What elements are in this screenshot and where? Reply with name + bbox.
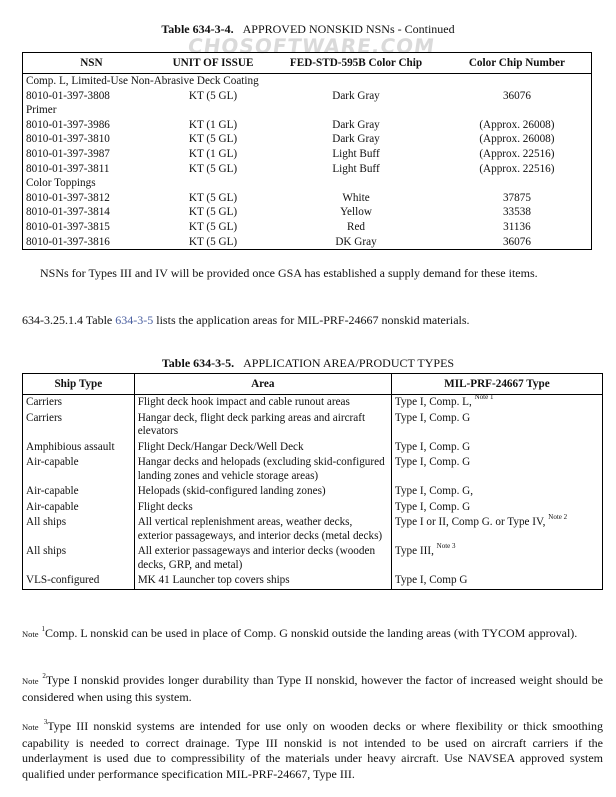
table1-group-row xyxy=(23,74,592,89)
unit-cell: KT (5 GL) xyxy=(188,206,238,219)
nsn-cell: 8010-01-397-3811 xyxy=(26,162,110,175)
table2-header-area: Area xyxy=(134,374,391,395)
unit-cell: KT (5 GL) xyxy=(188,220,238,233)
paragraph-suffix: lists the application areas for MIL-PRF-24667 nonskid materials. xyxy=(153,313,470,327)
area-cell: Flight Deck/Hangar Deck/Well Deck xyxy=(134,440,391,456)
footnote-1-number: 1 xyxy=(41,625,46,633)
nsn-cell: 8010-01-397-3815 xyxy=(26,220,110,233)
table1-group-row xyxy=(23,103,592,118)
nsn-cell: 8010-01-397-3810 xyxy=(26,133,110,146)
table-row xyxy=(23,205,592,220)
chip-number-cell: 33538 xyxy=(502,206,531,219)
area-cell: All exterior passageways and interior decks (wooden decks, GRP, and metal) xyxy=(134,544,391,573)
product-type-text: Type I, Comp. G xyxy=(394,411,471,424)
product-type-cell xyxy=(391,573,602,589)
unit-cell: KT (5 GL) xyxy=(188,133,238,146)
table2-number: Table 634-3-5. xyxy=(161,356,235,370)
color-chip-cell: Yellow xyxy=(340,206,372,219)
table-reference-link[interactable]: 634-3-5 xyxy=(115,313,154,327)
product-type-cell xyxy=(391,515,602,544)
color-chip-cell: Dark Gray xyxy=(332,89,380,102)
footnote-1-text: Comp. L nonskid can be used in place of Comp. G nonskid outside the landing areas (with TYCOM approval). xyxy=(45,626,578,640)
table1-body xyxy=(23,74,592,250)
table-row xyxy=(23,395,603,411)
table-row xyxy=(23,89,592,104)
footnote-3 xyxy=(22,719,603,782)
ship-type-cell: Air-capable xyxy=(26,500,79,513)
product-type-cell xyxy=(391,455,602,484)
area-cell: Flight decks xyxy=(134,500,391,516)
footnote-3-number: 3 xyxy=(43,718,48,726)
product-type-cell xyxy=(391,544,602,573)
chip-number-cell: 36076 xyxy=(502,235,531,248)
table-row xyxy=(23,544,603,573)
note-reference: Note 3 xyxy=(436,542,456,551)
table1-group-label: Comp. L, Limited-Use Non-Abrasive Deck Coating xyxy=(26,75,259,87)
table2-title: APPLICATION AREA/PRODUCT TYPES xyxy=(243,356,455,370)
product-type-cell xyxy=(391,484,602,500)
ship-type-cell: All ships xyxy=(26,516,67,528)
chip-number-cell: (Approx. 22516) xyxy=(479,162,555,175)
unit-cell: KT (5 GL) xyxy=(188,235,238,248)
table1-group-label: Color Toppings xyxy=(26,177,96,190)
table-row xyxy=(23,455,603,484)
product-type-text: Type I, Comp. G, xyxy=(394,485,474,497)
table-row xyxy=(23,132,592,147)
watermark: CHOSOFTWARE.COM xyxy=(186,34,437,58)
product-type-cell xyxy=(391,440,602,456)
ship-type-cell: Air-capable xyxy=(26,456,79,468)
product-type-text: Type I, Comp. G xyxy=(394,440,471,453)
table2-header-type: MIL-PRF-24667 Type xyxy=(391,374,602,395)
footnote-1-tag: Note xyxy=(22,629,39,639)
area-cell: Helopads (skid-configured landing zones) xyxy=(134,484,391,500)
table-row xyxy=(23,411,603,440)
color-chip-cell: Dark Gray xyxy=(332,133,380,146)
table-row xyxy=(23,515,603,544)
nsn-cell: 8010-01-397-3814 xyxy=(26,206,110,219)
table-row xyxy=(23,440,603,456)
product-type-cell xyxy=(391,500,602,516)
footnote-2 xyxy=(22,673,603,705)
product-type-cell xyxy=(391,411,602,440)
color-chip-cell: Light Buff xyxy=(332,147,380,160)
approved-nonskid-nsns-table xyxy=(22,52,592,250)
color-chip-cell: Red xyxy=(347,220,366,233)
note-reference: Note 1 xyxy=(474,393,494,402)
table-row xyxy=(23,147,592,162)
chip-number-cell: (Approx. 26008) xyxy=(479,133,555,146)
color-chip-cell: White xyxy=(342,191,370,204)
note-reference: Note 2 xyxy=(548,513,568,522)
product-type-text: Type I, Comp G xyxy=(394,574,468,586)
table-row xyxy=(23,484,603,500)
nsn-availability-note: NSNs for Types III and IV will be provided once GSA has established a supply demand for these items. xyxy=(40,266,538,280)
table1-header-color-chip: FED-STD-595B Color Chip xyxy=(269,53,443,74)
table-row xyxy=(23,191,592,206)
footnote-1 xyxy=(22,626,603,643)
product-type-text: Type I or II, Comp G. or Type IV, xyxy=(394,516,546,528)
area-cell: MK 41 Launcher top covers ships xyxy=(134,573,391,589)
ship-type-cell: VLS-configured xyxy=(26,574,100,586)
chip-number-cell: 36076 xyxy=(502,89,531,102)
table-row xyxy=(23,235,592,250)
unit-cell: KT (1 GL) xyxy=(188,147,238,160)
unit-cell: KT (5 GL) xyxy=(188,162,238,175)
chip-number-cell: (Approx. 26008) xyxy=(479,118,555,131)
table2-header-row xyxy=(23,374,603,395)
table2-body xyxy=(23,395,603,590)
footnote-2-text: Type I nonskid provides longer durability than Type II nonskid, however the factor of increased weight should be considered when using this system. xyxy=(22,673,603,704)
ship-type-cell: Amphibious assault xyxy=(26,440,115,453)
nsn-cell: 8010-01-397-3812 xyxy=(26,191,110,204)
application-area-table xyxy=(22,373,603,590)
nsn-cell: 8010-01-397-3987 xyxy=(26,147,110,160)
product-type-text: Type III, xyxy=(394,545,434,557)
area-cell: Hangar decks and helopads (excluding skid-configured landing zones and vehicle storage areas) xyxy=(134,455,391,484)
ship-type-cell: Carriers xyxy=(26,396,63,408)
table-row xyxy=(23,500,603,516)
chip-number-cell: (Approx. 22516) xyxy=(479,147,555,160)
unit-cell: KT (1 GL) xyxy=(188,118,238,131)
table1-header-unit: UNIT OF ISSUE xyxy=(157,53,269,74)
chip-number-cell: 31136 xyxy=(503,220,531,233)
paragraph-prefix: 634-3.25.1.4 Table xyxy=(22,313,116,327)
table1-group-label: Primer xyxy=(26,104,57,117)
table1-header-chip-number: Color Chip Number xyxy=(443,53,592,74)
footnote-3-text: Type III nonskid systems are intended for use only on wooden decks or where flexibility or thick smoothing capability is needed to correct drainage. Type III nonskid is not intended to be used on aircraft carriers if the underlayment is used due to compressibility of the materials under heavy aircraft. Use NAVSEA approved system qualified under performance specification MIL-PRF-24667, Type III. xyxy=(22,719,604,781)
table-row xyxy=(23,118,592,133)
product-type-text: Type I, Comp. G xyxy=(394,500,471,513)
table2-header-ship-type: Ship Type xyxy=(23,374,135,395)
table1-number: Table 634-3-4. xyxy=(161,22,234,36)
table1-header-row xyxy=(23,53,592,74)
ship-type-cell: Carriers xyxy=(26,411,63,424)
footnote-3-tag: Note xyxy=(22,722,39,732)
table1-group-row xyxy=(23,176,592,191)
area-cell: Hangar deck, flight deck parking areas and aircraft elevators xyxy=(134,411,391,440)
area-cell: Flight deck hook impact and cable runout areas xyxy=(134,395,391,411)
unit-cell: KT (5 GL) xyxy=(188,89,238,102)
chip-number-cell: 37875 xyxy=(502,191,531,204)
table1-header-nsn: NSN xyxy=(23,53,157,74)
product-type-text: Type I, Comp. L, xyxy=(394,396,472,408)
ship-type-cell: All ships xyxy=(26,545,67,557)
footnote-2-number: 2 xyxy=(42,672,46,680)
ship-type-cell: Air-capable xyxy=(26,485,79,497)
table1-title: APPROVED NONSKID NSNs - Continued xyxy=(242,22,455,36)
area-cell: All vertical replenishment areas, weather decks, exterior passageways, and interior decks (metal decks) xyxy=(134,515,391,544)
section-paragraph xyxy=(22,313,470,328)
footnote-2-tag: Note xyxy=(22,676,39,686)
table-row xyxy=(23,220,592,235)
color-chip-cell: Light Buff xyxy=(332,162,380,175)
table2-caption xyxy=(0,356,616,371)
product-type-text: Type I, Comp. G xyxy=(394,456,471,468)
table-row xyxy=(23,162,592,177)
color-chip-cell: DK Gray xyxy=(335,235,377,248)
table-row xyxy=(23,573,603,589)
unit-cell: KT (5 GL) xyxy=(188,191,238,204)
nsn-cell: 8010-01-397-3808 xyxy=(26,89,110,102)
nsn-cell: 8010-01-397-3816 xyxy=(26,235,110,248)
product-type-cell xyxy=(391,395,602,411)
color-chip-cell: Dark Gray xyxy=(332,118,380,131)
nsn-cell: 8010-01-397-3986 xyxy=(26,118,110,131)
